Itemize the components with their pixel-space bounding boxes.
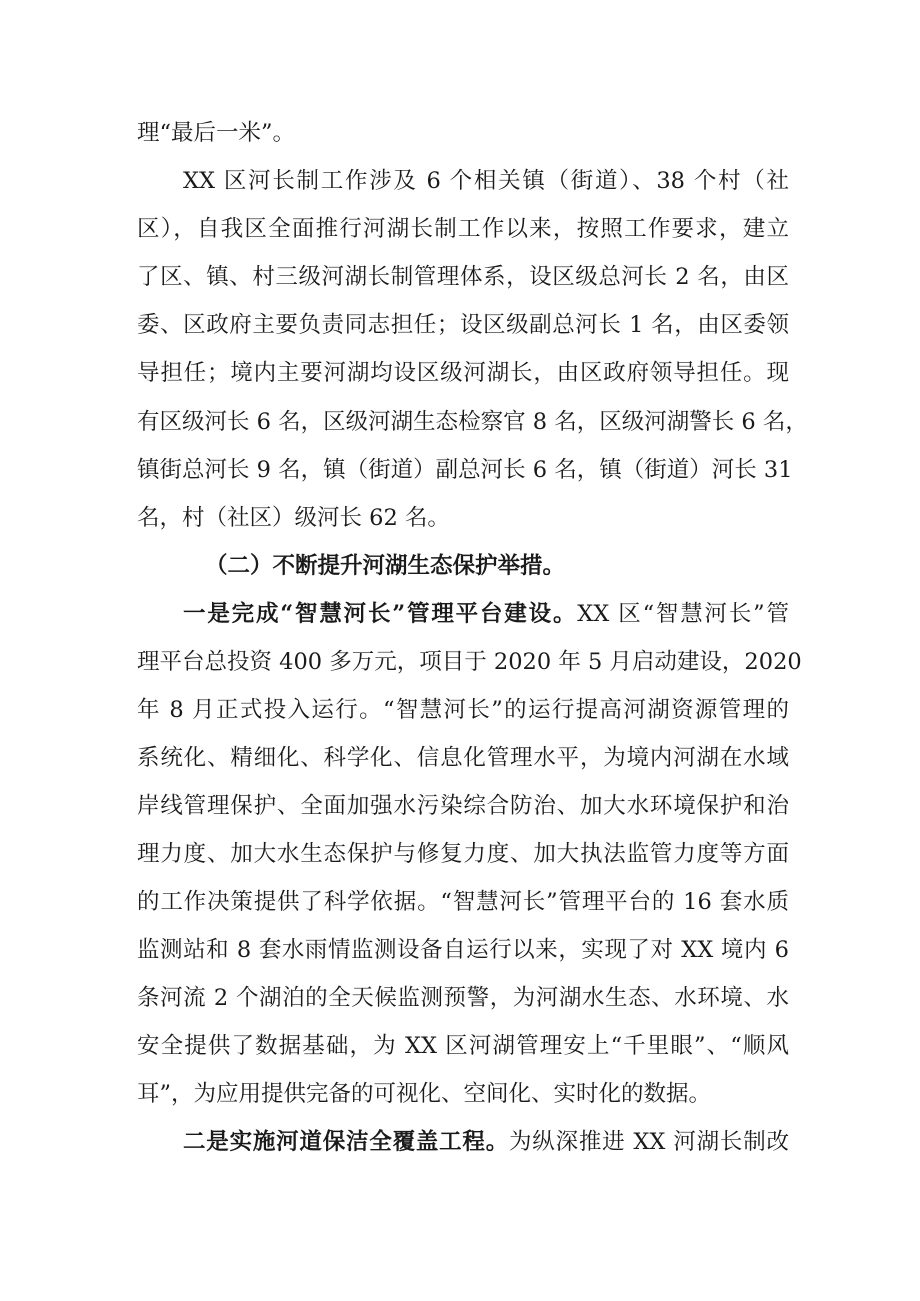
paragraph-line: [183, 599, 789, 629]
paragraph-line: 理力度、加大水生态保护与修复力度、加大执法监管力度等方面: [137, 841, 789, 867]
paragraph-line: 理“最后一米”。: [137, 120, 296, 146]
paragraph-line: 区），自我区全面推行河湖长制工作以来，按照工作要求，建立: [137, 216, 789, 242]
paragraph-line: 岸线管理保护、全面加强水污染综合防治、加大水环境保护和治: [137, 793, 789, 819]
paragraph-line: 安全提供了数据基础，为 XX 区河湖管理安上“千里眼”、“顺风: [137, 1033, 789, 1059]
paragraph-line: 名，村（社区）级河长 62 名。: [137, 505, 450, 531]
paragraph-line: 年 8 月正式投入运行。“智慧河长”的运行提高河湖资源管理的: [137, 697, 789, 723]
lead-rest: 为纵深推进 XX 河湖长制改: [509, 1129, 789, 1155]
paragraph-line: 有区级河长 6 名，区级河湖生态检察官 8 名，区级河湖警长 6 名，: [137, 409, 808, 435]
paragraph-line: 委、区政府主要负责同志担任；设区级副总河长 1 名，由区委领: [137, 312, 789, 338]
bold-lead: 一是完成“智慧河长”管理平台建设。: [183, 601, 578, 627]
paragraph-line: 的工作决策提供了科学依据。“智慧河长”管理平台的 16 套水质: [137, 889, 789, 915]
paragraph-line: 监测站和 8 套水雨情监测设备自运行以来，实现了对 XX 境内 6: [137, 937, 789, 963]
paragraph-line: 了区、镇、村三级河湖长制管理体系，设区级总河长 2 名，由区: [137, 264, 789, 290]
paragraph-line: 理平台总投资 400 多万元，项目于 2020 年 5 月启动建设，2020: [137, 649, 802, 675]
paragraph-line: 耳”，为应用提供完备的可视化、空间化、实时化的数据。: [137, 1081, 712, 1107]
paragraph-line: 系统化、精细化、科学化、信息化管理水平，为境内河湖在水域: [137, 745, 789, 771]
paragraph-line: [183, 1127, 789, 1157]
paragraph-line: 镇街总河长 9 名，镇（街道）副总河长 6 名，镇（街道）河长 31: [137, 457, 793, 483]
lead-rest: XX 区“智慧河长”管: [577, 601, 789, 627]
paragraph-line: XX 区河长制工作涉及 6 个相关镇（街道）、38 个村（社: [183, 168, 789, 194]
section-heading: （二）不断提升河湖生态保护举措。: [205, 553, 566, 579]
paragraph-line: 导担任；境内主要河湖均设区级河湖长，由区政府领导担任。现: [137, 360, 789, 386]
paragraph-line: 条河流 2 个湖泊的全天候监测预警，为河湖水生态、水环境、水: [137, 985, 789, 1011]
bold-lead: 二是实施河道保洁全覆盖工程。: [183, 1129, 509, 1155]
